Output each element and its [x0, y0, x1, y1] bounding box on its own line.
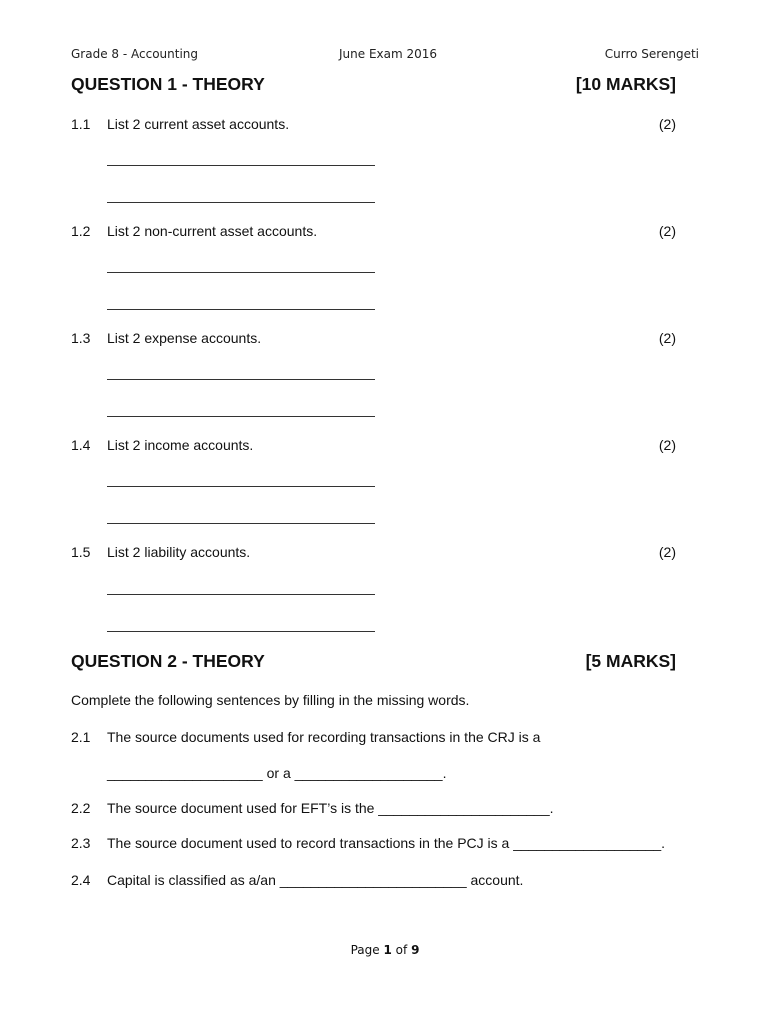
question-number: 1.4	[71, 437, 91, 453]
answer-line[interactable]	[107, 165, 375, 166]
question-text: List 2 liability accounts.	[107, 544, 251, 560]
question-text: List 2 non-current asset accounts.	[107, 223, 318, 239]
question-marks: (2)	[658, 330, 676, 346]
answer-line[interactable]	[107, 486, 375, 487]
question-2-title: QUESTION 2 - THEORY	[71, 651, 265, 671]
question-marks: (2)	[658, 437, 676, 453]
page-footer	[0, 943, 770, 957]
question-marks: (2)	[658, 223, 676, 239]
question-number: 2.3	[71, 835, 91, 851]
footer-of-label: of	[395, 943, 408, 957]
question-2-instruction: Complete the following sentences by filling in the missing words.	[71, 692, 470, 708]
question-number: 2.4	[71, 872, 91, 888]
footer-total-pages: 9	[411, 943, 420, 957]
question-marks: (2)	[658, 116, 676, 132]
answer-line[interactable]	[107, 202, 375, 203]
answer-line[interactable]	[107, 379, 375, 380]
question-number: 1.1	[71, 116, 91, 132]
question-1-title: QUESTION 1 - THEORY	[71, 74, 265, 94]
footer-page-label: Page	[350, 943, 380, 957]
question-number: 2.1	[71, 729, 91, 745]
answer-line[interactable]	[107, 523, 375, 524]
question-1-marks: [10 MARKS]	[575, 74, 676, 94]
header-school: Curro Serengeti	[604, 47, 699, 61]
question-text: List 2 income accounts.	[107, 437, 254, 453]
header-exam: June Exam 2016	[339, 47, 438, 61]
question-number: 1.5	[71, 544, 91, 560]
answer-line[interactable]	[107, 416, 375, 417]
question-text: The source document used to record transactions in the PCJ is a ___________________.	[107, 835, 666, 851]
question-marks: (2)	[658, 544, 676, 560]
question-text: List 2 current asset accounts.	[107, 116, 290, 132]
question-2-marks: [5 MARKS]	[585, 651, 676, 671]
question-text-continuation: ____________________ or a ___________________.	[107, 765, 447, 781]
answer-line[interactable]	[107, 631, 375, 632]
question-text: The source document used for EFT’s is the ______________________.	[107, 800, 554, 816]
question-text: List 2 expense accounts.	[107, 330, 262, 346]
question-number: 1.2	[71, 223, 91, 239]
answer-line[interactable]	[107, 309, 375, 310]
footer-page-number: 1	[383, 943, 392, 957]
question-number: 2.2	[71, 800, 91, 816]
answer-line[interactable]	[107, 594, 375, 595]
answer-line[interactable]	[107, 272, 375, 273]
question-number: 1.3	[71, 330, 91, 346]
question-text: The source documents used for recording transactions in the CRJ is a	[107, 729, 541, 745]
question-text: Capital is classified as a/an ________________________ account.	[107, 872, 524, 888]
header-subject: Grade 8 - Accounting	[71, 47, 199, 61]
